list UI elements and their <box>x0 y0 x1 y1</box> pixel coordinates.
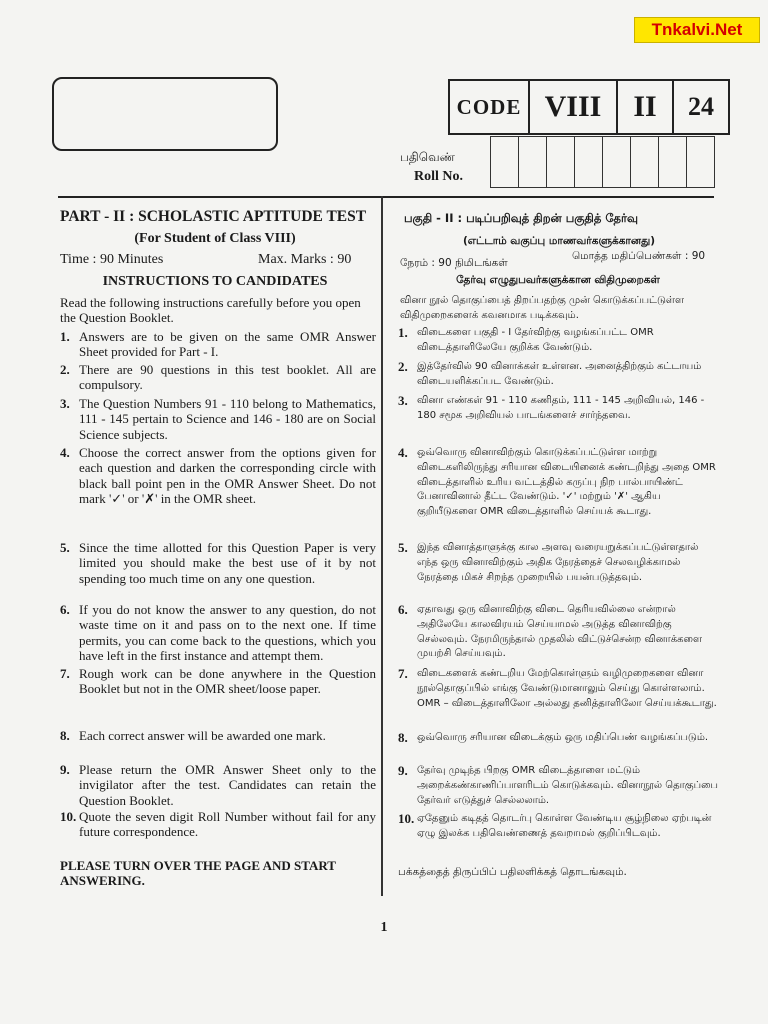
english-time: Time : 90 Minutes <box>60 252 164 267</box>
english-instruction-1: 1. Answers are to be given on the same OMR Answer Sheet provided for Part - I. <box>60 329 376 360</box>
tamil-intro: வினா நூல் தொகுப்பைத் திறப்பதற்கு முன் கொடுக்கப்பட்டுள்ள விதிமுறைகளைக் கவனமாக படிக்கவும். <box>400 295 684 321</box>
english-instruction-8: 8. Each correct answer will be awarded one mark. <box>60 728 326 743</box>
tamil-time: நேரம் : 90 நிமிடங்கள் <box>400 257 508 269</box>
roll-digit-box[interactable] <box>687 137 715 188</box>
code-number: 24 <box>673 80 729 134</box>
english-instruction-6: 6. If you do not know the answer to any question, do not waste time on it and pass on to the next one. If time permits, you can come back to the questions, which you have left in the first instance and attempt them. <box>60 602 376 663</box>
roll-digit-box[interactable] <box>519 137 547 188</box>
english-instruction-2: 2. There are 90 questions in this test booklet. All are compulsory. <box>60 362 376 393</box>
column-divider <box>381 196 383 896</box>
english-instruction-3: 3. The Question Numbers 91 - 110 belong to Mathematics, 111 - 145 pertain to Science and 146 - 180 are on Social Science subjects. <box>60 396 376 442</box>
english-instruction-9: 9. Please return the OMR Answer Sheet only to the invigilator after the test. Candidates can retain the Question Booklet. <box>60 762 376 808</box>
roll-label-tamil: பதிவெண் <box>400 150 455 164</box>
tamil-instruction-2: 2. இத்தேர்வில் 90 வினாக்கள் உள்ளன. அனைத்திற்கும் கட்டாயம் விடையளிக்கப்பட வேண்டும். <box>398 359 702 387</box>
english-instructions-heading: INSTRUCTIONS TO CANDIDATES <box>102 274 328 289</box>
tamil-closing: பக்கத்தைத் திருப்பிப் பதிலளிக்கத் தொடங்கவும். <box>398 866 627 878</box>
watermark-badge: Tnkalvi.Net <box>634 17 760 43</box>
english-max-marks: Max. Marks : 90 <box>258 252 352 267</box>
english-intro: Read the following instructions carefully before you open the Question Booklet. <box>60 295 361 325</box>
tamil-instruction-6: 6. ஏதாவது ஒரு வினாவிற்கு விடை தெரியவில்லை என்றால் அதிலேயே காலவிரயம் செய்யாமல் அடுத்த வினாவிற்கு செல்லவும். நேரமிருந்தால் முதலில் விட்டுச்சென்ற வினாக்களை முயற்சி செய்யவும். <box>398 602 702 660</box>
roll-digit-box[interactable] <box>631 137 659 188</box>
roll-digit-box[interactable] <box>603 137 631 188</box>
english-instruction-5: 5. Since the time allotted for this Question Paper is very limited you should make the best use of it by not spending too much time on any one question. <box>60 540 376 586</box>
roll-digit-box[interactable] <box>547 137 575 188</box>
tamil-title: பகுதி - II : படிப்பறிவுத் திறன் பகுதித் தேர்வு <box>404 211 638 225</box>
tamil-instruction-10: 10. ஏதேனும் கடிதத் தொடர்பு கொள்ள வேண்டிய சூழ்நிலை ஏற்படின் ஏழு இலக்க பதிவெண்ணைத் தவறாமல் குறிப்பிடவும். <box>398 811 712 839</box>
tamil-instruction-4: 4. ஒவ்வொரு வினாவிற்கும் கொடுக்கப்பட்டுள்ள மாற்று விடைகளிலிருந்து சரியான விடையினைக் கண்டறிந்து அதை OMR விடைத்தாளில் உரிய வட்டத்தில் கருப்பு நிற பால்பாயிண்ட் பேனாவினால் தீட்ட வேண்டும். '✓' மற்றும் '✗' ஆகிய குறியீடுகளை OMR விடைத்தாளில் செய்யக் கூடாது. <box>398 445 716 518</box>
roll-number-grid <box>490 136 715 188</box>
roll-label <box>400 148 488 186</box>
code-part: II <box>617 80 673 134</box>
tamil-instructions-heading: தேர்வு எழுதுபவர்களுக்கான விதிமுறைகள் <box>456 274 660 286</box>
tamil-max-marks: மொத்த மதிப்பெண்கள் : 90 <box>572 250 706 262</box>
english-closing: PLEASE TURN OVER THE PAGE AND START ANSWERING. <box>60 858 336 888</box>
roll-digit-box[interactable] <box>575 137 603 188</box>
tamil-instruction-5: 5. இந்த வினாத்தாளுக்கு கால அளவு வரையறுக்கப்பட்டுள்ளதால் எந்த ஒரு வினாவிற்கும் அதிக நேரத்தைச் செலவழிக்காமல் நேரத்தை மிகச் சிறந்த முறையில் பயன்படுத்தவும். <box>398 540 699 583</box>
english-instruction-10: 10. Quote the seven digit Roll Number without fail for any future correspondence. <box>60 809 376 840</box>
tamil-instruction-1: 1. விடைகளை பகுதி - I தேர்விற்கு வழங்கப்பட்ட OMR விடைத்தாளிலேயே குறிக்க வேண்டும். <box>398 325 654 353</box>
roll-digit-box[interactable] <box>491 137 519 188</box>
english-title: PART - II : SCHOLASTIC APTITUDE TEST <box>60 208 367 225</box>
roll-digit-box[interactable] <box>659 137 687 188</box>
english-subtitle: (For Student of Class VIII) <box>134 231 296 246</box>
roll-label-english: Roll No. <box>414 169 463 184</box>
tamil-subtitle: (எட்டாம் வகுப்பு மாணவர்களுக்கானது) <box>463 235 655 247</box>
english-instruction-4: 4. Choose the correct answer from the options given for each question and darken the corresponding circle with black ball point pen in the OMR Answer Sheet. Do not mark '✓' or '✗' in the OMR sheet. <box>60 445 376 506</box>
code-class: VIII <box>529 80 617 134</box>
tamil-instruction-9: 9. தேர்வு முடிந்த பிறகு OMR விடைத்தாளை மட்டும் அறைக்கண்காணிப்பாளரிடம் கொடுக்கவும். வினாநூல் தொகுப்பை தேர்வர் எடுத்துச் செல்லலாம். <box>398 763 718 806</box>
page-number: 1 <box>380 920 388 935</box>
tamil-instruction-3: 3. வினா எண்கள் 91 - 110 கணிதம், 111 - 145 அறிவியல், 146 - 180 சமூக அறிவியல் பாடங்களைச் சார்ந்தவை. <box>398 393 705 421</box>
tamil-instruction-8: 8. ஒவ்வொரு சரியான விடைக்கும் ஒரு மதிப்பெண் வழங்கப்படும். <box>398 730 709 745</box>
blank-rounded-box <box>52 77 278 151</box>
code-label: CODE <box>449 80 529 134</box>
english-instruction-7: 7. Rough work can be done anywhere in the Question Booklet but not in the OMR sheet/loose paper. <box>60 666 376 697</box>
tamil-instruction-7: 7. விடைகளைக் கண்டறிய மேற்கொள்ளும் வழிமுறைகளை வினா நூல்தொகுப்பில் எங்கு வேண்டுமானாலும் செய்து கொள்ளலாம். OMR – விடைத்தாளிலோ அல்லது தனித்தாளிலோ செய்யக்கூடாது. <box>398 666 717 709</box>
horizontal-divider <box>58 196 714 198</box>
code-box <box>448 79 730 135</box>
